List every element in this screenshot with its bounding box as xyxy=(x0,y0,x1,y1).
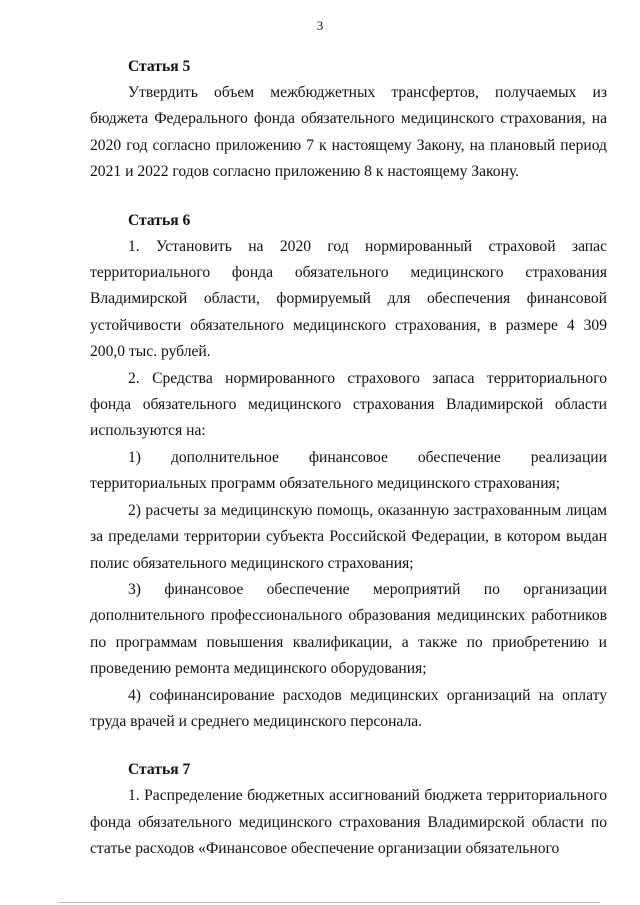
article-6-paragraph-2: 2. Средства нормированного страхового запаса территориального фонда обязательного медицинского страхования Владимирской области используются на: xyxy=(90,369,607,440)
article-6-item-2: 2) расчеты за медицинскую помощь, оказанную застрахованным лицам за пределами территории субъекта Российской Федерации, в котором выдан полис обязательного медицинского страхования; xyxy=(90,501,607,572)
article-6-item-4: 4) софинансирование расходов медицинских организаций на оплату труда врачей и среднего медицинского персонала. xyxy=(90,686,607,730)
article-5 xyxy=(90,54,607,186)
article-5-text: Утвердить объем межбюджетных трансфертов, получаемых из бюджета Федерального фонда обязательного медицинского страхования, на 2020 год согласно приложению 7 к настоящему Закону, на плановый период 2021 и 2022 годов согласно приложению 8 к настоящему Закону. xyxy=(90,84,607,181)
article-7 xyxy=(90,757,607,862)
article-6-item-1: 1) дополнительное финансовое обеспечение реализации территориальных программ обязательного медицинского страхования; xyxy=(90,448,607,493)
article-7-heading: Статья 7 xyxy=(128,761,191,779)
article-7-paragraph-1: 1. Распределение бюджетных ассигнований бюджета территориального фонда обязательного медицинского страхования Владимирской области по статье расходов «Финансовое обеспечение организации обязательного xyxy=(90,787,607,858)
article-5-heading: Статья 5 xyxy=(128,58,191,75)
bottom-edge-line xyxy=(58,902,600,903)
page-number: 3 xyxy=(316,18,324,33)
article-6-item-3: 3) финансовое обеспечение мероприятий по организации дополнительного профессионального образования медицинских работников по программам повышения квалификации, а также по приобретению и проведению ремонта медицинского оборудования; xyxy=(90,580,607,678)
article-6-paragraph-1: 1. Установить на 2020 год нормированный страховой запас территориального фонда обязательного медицинского страхования Владимирской области, формируемый для обеспечения финансовой устойчивости обязательного медицинского страхования, в размере 4 309 200,0 тыс. рублей. xyxy=(90,237,607,361)
document-body xyxy=(90,54,607,880)
article-6 xyxy=(90,208,607,736)
article-6-heading: Статья 6 xyxy=(128,211,191,229)
